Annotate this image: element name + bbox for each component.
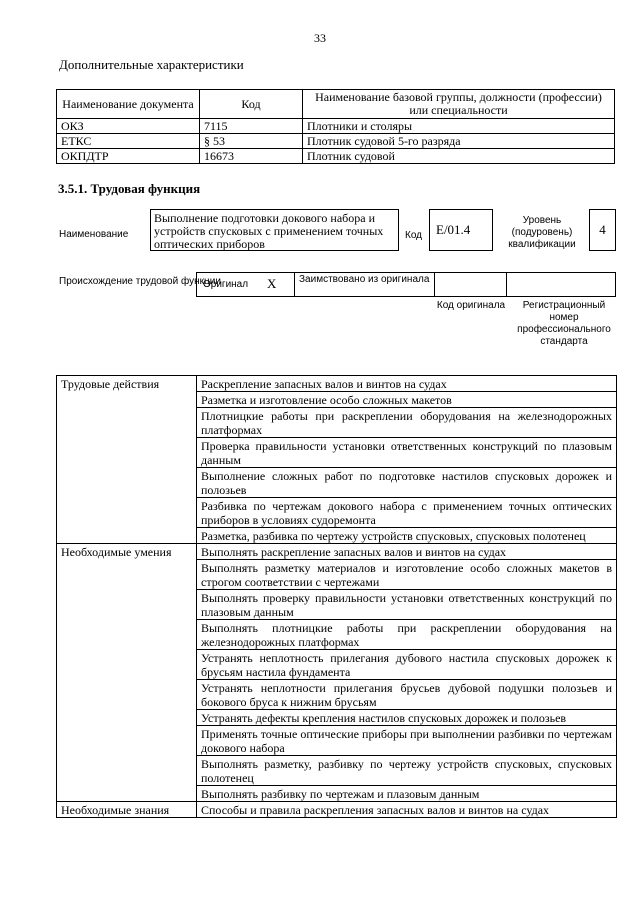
doc-cell: ОКЗ xyxy=(57,119,200,134)
name-label: Наименование xyxy=(59,229,129,240)
skill-item: Устранять неплотность прилегания дубового настила спусковых дорожек к брусьям настила фундамента xyxy=(197,650,617,680)
function-name-box: Выполнение подготовки докового набора и устройств спусковых с применением точных оптических приборов xyxy=(150,209,399,251)
skill-item: Выполнять разметку материалов и изготовление особо сложных макетов в строгом соответствии с чертежами xyxy=(197,560,617,590)
labor-action-item: Выполнение сложных работ по подготовке настилов спусковых дорожек и полозьев xyxy=(197,468,617,498)
qualification-level-box: 4 xyxy=(589,209,616,251)
category-labor-actions: Трудовые действия xyxy=(57,376,197,544)
code-original-cell xyxy=(435,273,507,296)
table-row xyxy=(57,134,615,149)
origin-row xyxy=(196,272,616,297)
function-code-box: E/01.4 xyxy=(429,209,493,251)
labor-action-item: Проверка правильности установки ответственных конструкций по плазовым данным xyxy=(197,438,617,468)
table-row xyxy=(57,149,615,164)
code-original-label: Код оригинала xyxy=(436,300,506,311)
doc-cell: ОКПДТР xyxy=(57,149,200,164)
labor-action-item: Разбивка по чертежам докового набора с применением точных оптических приборов в условиях судоремонта xyxy=(197,498,617,528)
labor-action-item: Разметка, разбивка по чертежу устройств спусковых, спусковых полотенец xyxy=(197,528,617,544)
skill-item: Устранять неплотности прилегания брусьев дубовой подушки полозьев и бокового бруса к нижним брусьям xyxy=(197,680,617,710)
reg-number-label: Регистрационный номер профессионального стандарта xyxy=(517,300,611,347)
table-row xyxy=(57,544,617,560)
original-label: Оригинал xyxy=(203,279,249,290)
labor-action-item: Плотницкие работы при раскреплении оборудования на железнодорожных платформах xyxy=(197,408,617,438)
additional-characteristics-table xyxy=(56,89,615,164)
skill-item: Выполнять разметку, разбивку по чертежу устройств спусковых, спусковых полотенец xyxy=(197,756,617,786)
code-cell: § 53 xyxy=(200,134,303,149)
header-code: Код xyxy=(200,90,303,119)
name-cell: Плотник судовой xyxy=(303,149,615,164)
name-cell: Плотник судовой 5-го разряда xyxy=(303,134,615,149)
labor-action-item: Разметка и изготовление особо сложных макетов xyxy=(197,392,617,408)
skill-item: Выполнять плотницкие работы при раскреплении оборудования на железнодорожных платформах xyxy=(197,620,617,650)
skill-item: Выполнять проверку правильности установки ответственных конструкций по плазовым данным xyxy=(197,590,617,620)
competency-table xyxy=(56,375,617,818)
table-row xyxy=(57,119,615,134)
function-heading: 3.5.1. Трудовая функция xyxy=(58,181,201,196)
additional-characteristics-title: Дополнительные характеристики xyxy=(59,57,244,72)
knowledge-item: Способы и правила раскрепления запасных валов и винтов на судах xyxy=(197,802,617,818)
skill-item: Выполнять разбивку по чертежам и плазовым данным xyxy=(197,786,617,802)
table-row xyxy=(57,376,617,392)
reg-number-cell xyxy=(507,273,615,296)
borrowed-label: Заимствовано из оригинала xyxy=(299,274,430,285)
origin-label: Происхождение трудовой функции xyxy=(59,276,221,287)
qualification-level-label: Уровень (подуровень) квалификации xyxy=(508,215,576,250)
borrowed-cell xyxy=(295,273,435,296)
header-group-name: Наименование базовой группы, должности (профессии) или специальности xyxy=(303,90,615,119)
category-required-skills: Необходимые умения xyxy=(57,544,197,802)
skill-item: Применять точные оптические приборы при выполнении разбивки по чертежам докового набора xyxy=(197,726,617,756)
doc-cell: ЕТКС xyxy=(57,134,200,149)
name-cell: Плотники и столяры xyxy=(303,119,615,134)
labor-action-item: Раскрепление запасных валов и винтов на судах xyxy=(197,376,617,392)
original-cell xyxy=(197,273,295,296)
code-label: Код xyxy=(405,230,423,241)
table-row xyxy=(57,802,617,818)
page-number: 33 xyxy=(314,31,326,45)
code-cell: 7115 xyxy=(200,119,303,134)
table-header-row xyxy=(57,90,615,119)
category-required-knowledge: Необходимые знания xyxy=(57,802,197,818)
skill-item: Выполнять раскрепление запасных валов и винтов на судах xyxy=(197,544,617,560)
header-document: Наименование документа xyxy=(57,90,200,119)
skill-item: Устранять дефекты крепления настилов спусковых дорожек и полозьев xyxy=(197,710,617,726)
code-cell: 16673 xyxy=(200,149,303,164)
original-mark: X xyxy=(267,276,277,291)
